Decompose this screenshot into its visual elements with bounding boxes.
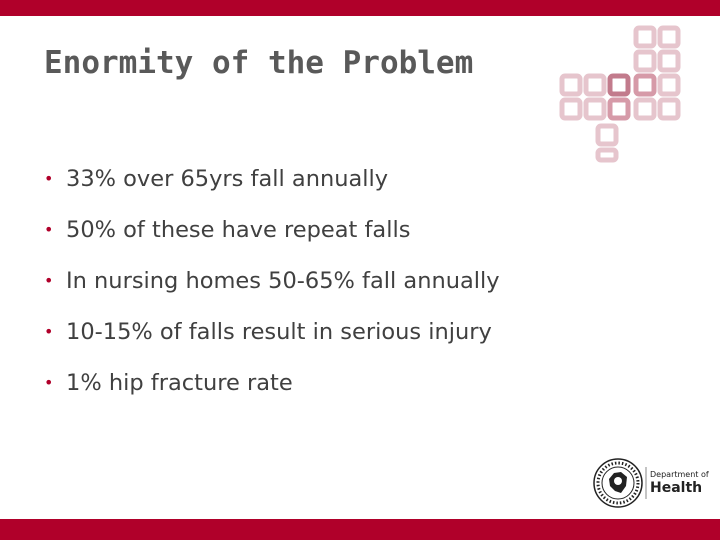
bottom-accent-bar — [0, 519, 720, 540]
decorative-square-pattern — [556, 24, 686, 164]
bullet-marker: • — [44, 373, 54, 392]
bullet-item — [44, 262, 500, 313]
slide-title: Enormity of the Problem — [44, 45, 474, 81]
top-accent-bar — [0, 0, 720, 16]
bullet-item — [44, 211, 500, 262]
bullet-item — [44, 313, 500, 364]
bullet-text: In nursing homes 50-65% fall annually — [66, 268, 500, 294]
bullet-marker: • — [44, 169, 54, 188]
bullet-marker: • — [44, 322, 54, 341]
bullet-text: 50% of these have repeat falls — [66, 217, 411, 243]
government-wa-crest-icon — [594, 459, 642, 507]
logo-department-text: Department of — [650, 470, 709, 479]
bullet-marker: • — [44, 271, 54, 290]
bullet-text: 33% over 65yrs fall annually — [66, 166, 389, 192]
bullet-text: 1% hip fracture rate — [66, 370, 293, 396]
bullet-item — [44, 364, 500, 415]
logo-health-text: Health — [650, 480, 703, 496]
bullet-item — [44, 160, 500, 211]
bullet-text: 10-15% of falls result in serious injury — [66, 319, 492, 345]
bullet-marker: • — [44, 220, 54, 239]
bullet-list — [44, 160, 500, 415]
